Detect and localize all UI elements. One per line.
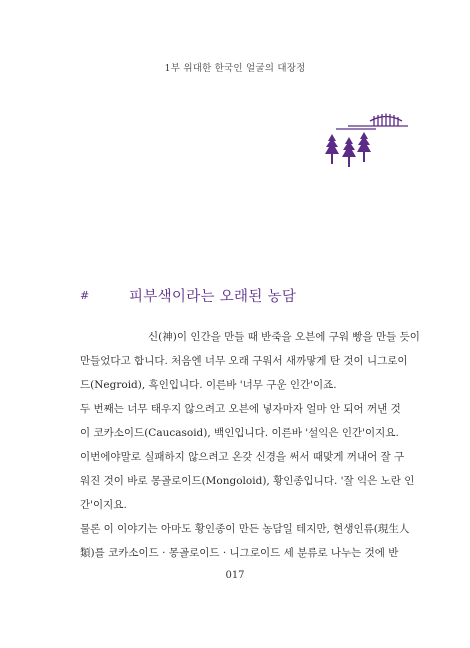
body-line: 類)를 코카소이드 · 몽골로이드 · 니그로이드 세 분류로 나누는 것에 반 bbox=[80, 547, 399, 559]
body-line: 워진 것이 바로 몽골로이드(Mongoloid), 황인종입니다. '잘 익은 노란 인 bbox=[80, 475, 415, 487]
body-line: 이번에야말로 실패하지 않으려고 온갖 신경을 써서 때맞게 꺼내어 잘 구 bbox=[80, 451, 405, 463]
tree-bridge-ornament-icon bbox=[318, 112, 408, 182]
section-title: 피부색이라는 오래된 농담 bbox=[129, 289, 297, 305]
body-line: 간'이지요. bbox=[80, 499, 127, 511]
page-number: 017 bbox=[225, 570, 245, 581]
section-marker: # bbox=[80, 289, 90, 302]
body-paragraph bbox=[80, 325, 420, 565]
body-line: 신(神)이 인간을 만들 때 반죽을 오븐에 구워 빵을 만들 듯이 bbox=[148, 331, 420, 343]
body-line: 드(Negroid), 흑인입니다. 이른바 '너무 구운 인간'이죠. bbox=[80, 379, 337, 391]
body-line: 이 코카소이드(Caucasoid), 백인입니다. 이른바 '설익은 인간'이지요. bbox=[80, 427, 399, 439]
running-header: 1부 위대한 한국인 얼굴의 대장정 bbox=[164, 63, 306, 74]
body-line: 만들었다고 합니다. 처음엔 너무 오래 구워서 새까맣게 탄 것이 니그로이 bbox=[80, 355, 408, 367]
body-line: 두 번째는 너무 태우지 않으려고 오븐에 넣자마자 얼마 안 되어 꺼낸 것 bbox=[80, 403, 401, 415]
body-line: 물론 이 이야기는 아마도 황인종이 만든 농담일 테지만, 현생인류(現生人 bbox=[80, 523, 410, 535]
